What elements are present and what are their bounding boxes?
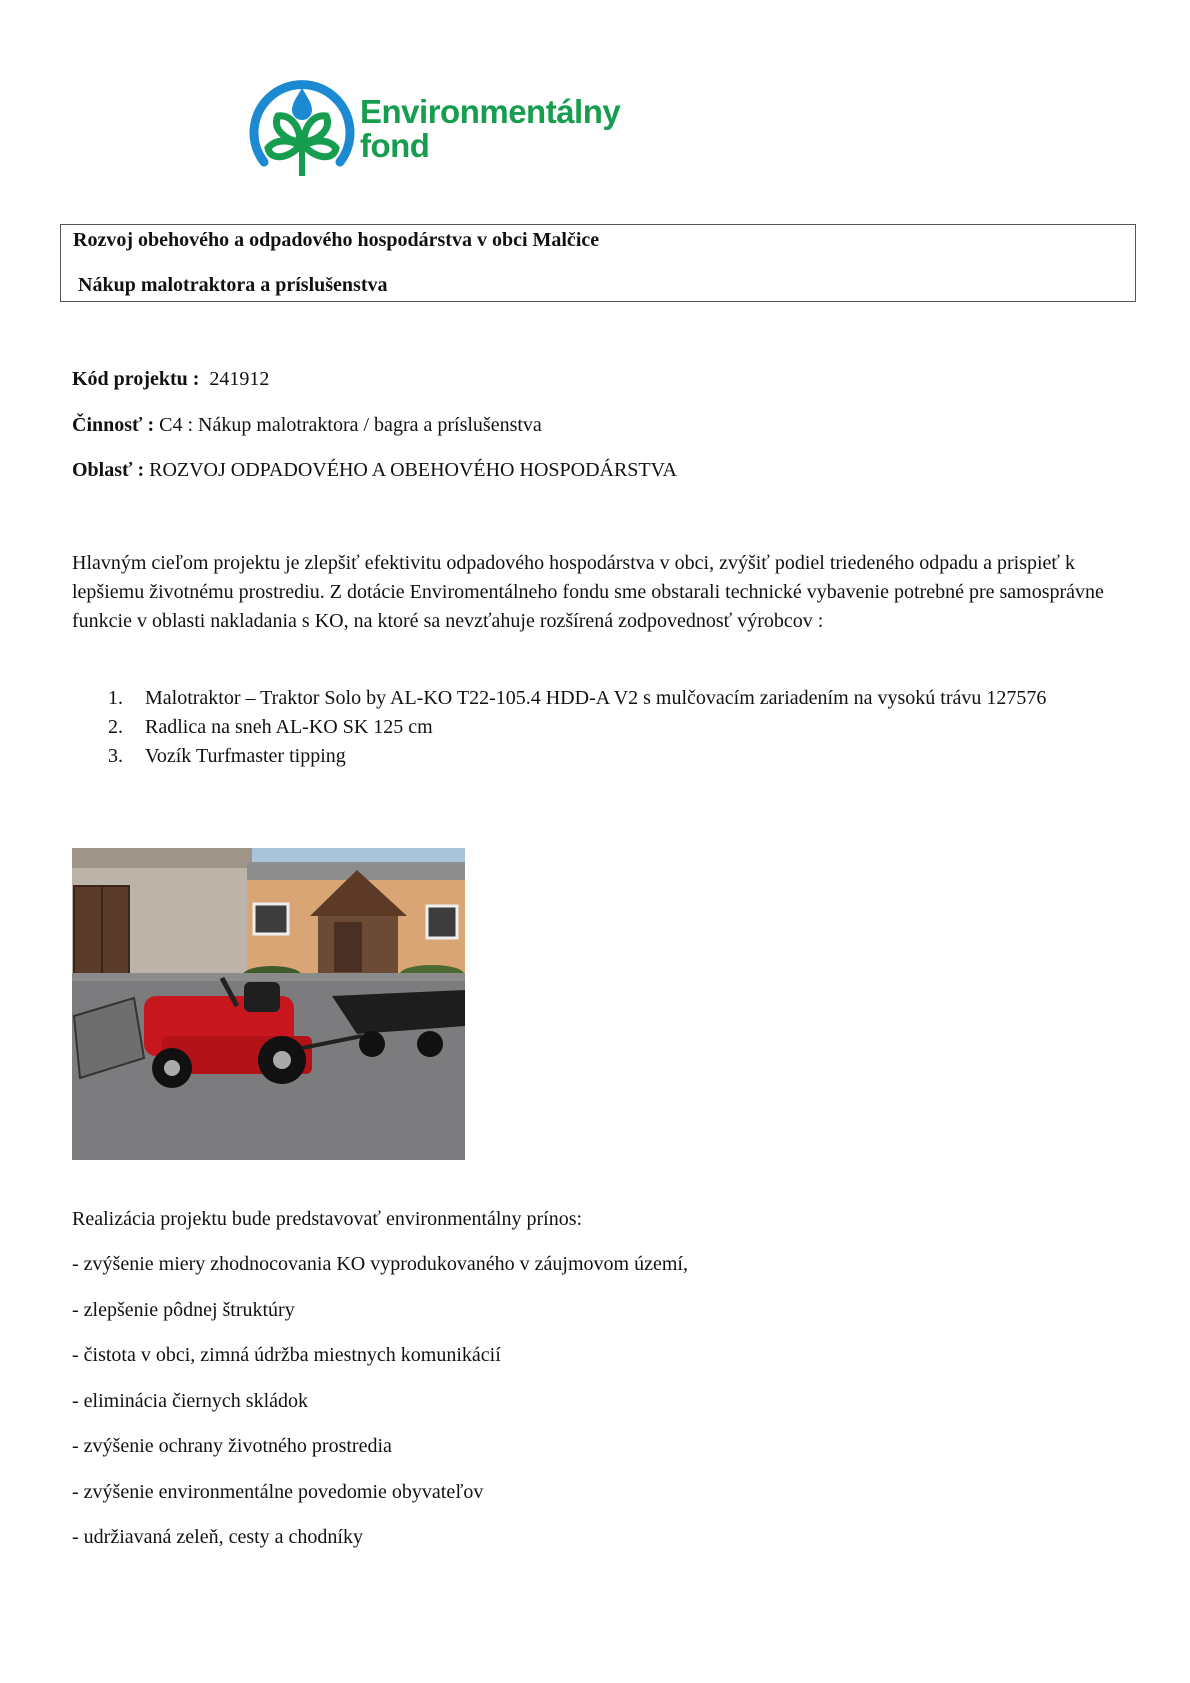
logo-drop (292, 88, 312, 120)
logo-leaf-right-bottom (304, 141, 336, 157)
benefit-item: - zvýšenie ochrany životného prostredia (72, 1435, 392, 1457)
benefit-item: - zlepšenie pôdnej štruktúry (72, 1299, 295, 1321)
project-title: Rozvoj obehového a odpadového hospodárstva v obci Malčice (73, 229, 600, 251)
tractor-photo (72, 848, 465, 1160)
benefit-item: - zvýšenie miery zhodnocovania KO vyprodukovaného v záujmovom území, (72, 1253, 688, 1275)
equipment-list (72, 684, 1112, 771)
benefits-intro: Realizácia projektu bude predstavovať environmentálny prínos: (72, 1208, 583, 1230)
list-item-number: 1. (108, 687, 123, 709)
list-item-text: Malotraktor – Traktor Solo by AL-KO T22-105.4 HDD-A V2 s mulčovacím zariadením na vysokú trávu 127576 (145, 687, 1047, 709)
benefit-item: - udržiavaná zeleň, cesty a chodníky (72, 1526, 363, 1548)
project-code-value: 241912 (209, 368, 270, 390)
list-item-text: Radlica na sneh AL-KO SK 125 cm (145, 716, 433, 738)
activity-row (72, 414, 542, 437)
project-description: Hlavným cieľom projektu je zlepšiť efektivitu odpadového hospodárstva v obci, zvýšiť podiel triedeného odpadu a prispieť k lepšiemu životnému prostrediu. Z dotácie Enviromentálneho fondu sme obstarali technické vybavenie potrebné pre samosprávne funkcie v oblasti nakladania s KO, na ktoré sa nevzťahuje rozšírená zodpovednosť výrobcov : (72, 552, 1104, 632)
list-item-text: Vozík Turfmaster tipping (145, 745, 346, 767)
logo-stem (299, 140, 305, 176)
activity-value: C4 : Nákup malotraktora / bagra a príslušenstva (159, 414, 542, 436)
logo-text-line2: fond (360, 127, 430, 164)
benefit-item: - eliminácia čiernych skládok (72, 1390, 309, 1412)
area-value: ROZVOJ ODPADOVÉHO A OBEHOVÉHO HOSPODÁRSTVA (149, 459, 677, 481)
project-code-row (72, 368, 269, 391)
project-subtitle: Nákup malotraktora a príslušenstva (78, 274, 388, 296)
project-code-label: Kód projektu : (72, 368, 200, 390)
activity-label: Činnosť : (72, 414, 155, 436)
area-row (72, 459, 677, 482)
area-label: Oblasť : (72, 459, 145, 481)
list-item-number: 3. (108, 745, 123, 767)
list-item (72, 713, 1112, 742)
list-item-number: 2. (108, 716, 123, 738)
project-title-box (60, 224, 1136, 302)
logo-leaf-left-bottom (268, 141, 300, 157)
logo-text-line1: Environmentálny (360, 93, 621, 130)
benefit-item: - čistota v obci, zimná údržba miestnych komunikácií (72, 1344, 501, 1366)
list-item (72, 742, 1112, 771)
benefit-item: - zvýšenie environmentálne povedomie obyvateľov (72, 1481, 484, 1503)
logo-text (360, 95, 620, 163)
list-item (72, 684, 1112, 713)
